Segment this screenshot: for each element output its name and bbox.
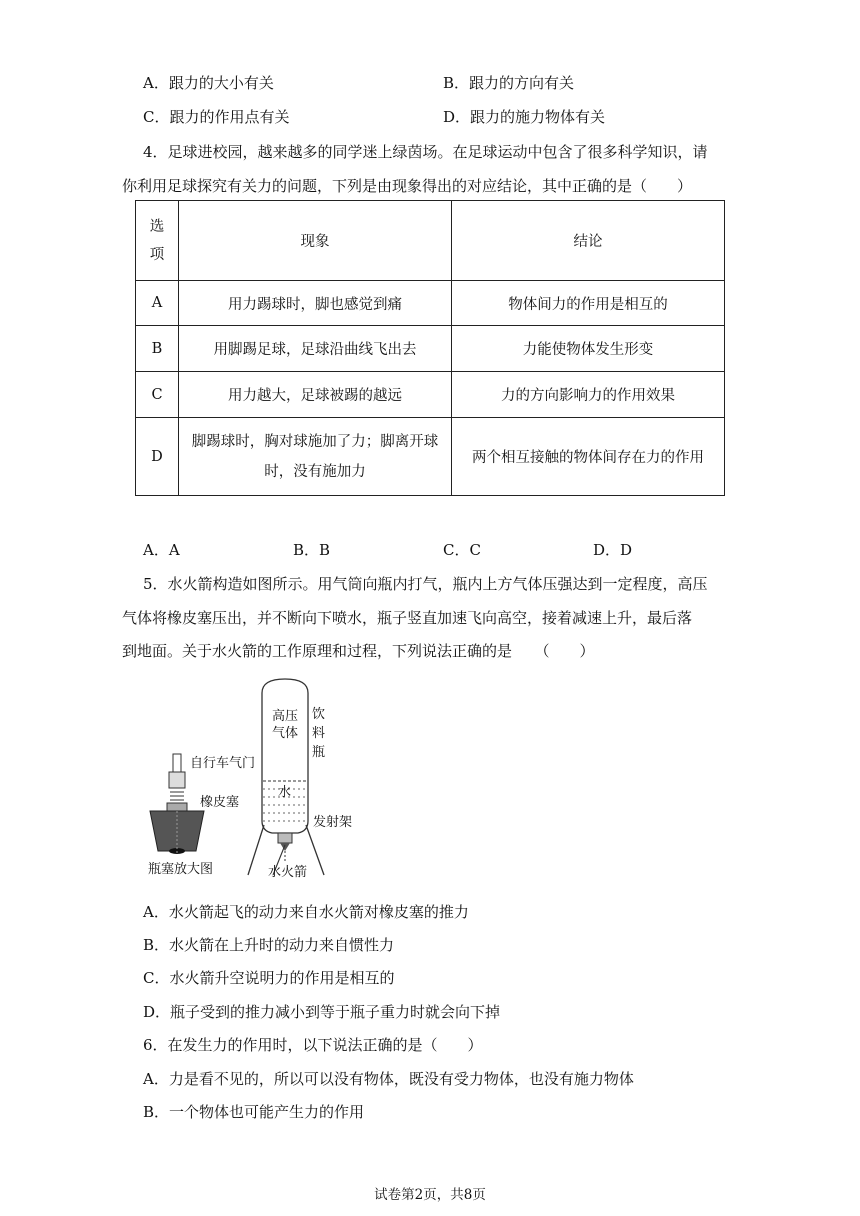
label-bottle-1: 饮 — [312, 707, 326, 722]
q4-stem-line2: 你利用足球探究有关力的问题，下列是由现象得出的对应结论，其中正确的是（ ） — [122, 177, 693, 195]
q6-option-b: B．一个物体也可能产生力的作用 — [143, 1103, 365, 1121]
label-valve: 自行车气门 — [190, 756, 256, 771]
label-rocket: 水火箭 — [268, 865, 308, 880]
q4-table-header — [136, 201, 725, 281]
q3-option-b: B．跟力的方向有关 — [443, 74, 575, 92]
table-row — [136, 372, 725, 418]
q6-option-a: A．力是看不见的，所以可以没有物体，既没有受力物体，也没有施力物体 — [143, 1070, 634, 1088]
label-zoom: 瓶塞放大图 — [148, 862, 214, 877]
q3-option-a: A．跟力的大小有关 — [143, 74, 274, 92]
valve-cap — [173, 754, 181, 772]
q5-option-a: A．水火箭起飞的动力来自水火箭对橡皮塞的推力 — [143, 903, 469, 921]
q4-row-b-conclusion: 力能使物体发生形变 — [452, 326, 725, 372]
q4-row-d-conclusion: 两个相互接触的物体间存在力的作用 — [452, 418, 725, 496]
q4-header-option-char2: 项 — [149, 246, 165, 263]
q4-answer-a: A．A — [143, 541, 180, 559]
q5-option-d: D．瓶子受到的推力减小到等于瓶子重力时就会向下掉 — [143, 1003, 501, 1021]
q4-header-phenomenon: 现象 — [179, 201, 452, 281]
q3-option-c: C．跟力的作用点有关 — [143, 108, 290, 126]
q4-table — [135, 200, 725, 496]
label-bottle-2: 料 — [312, 726, 326, 741]
nozzle — [278, 833, 292, 843]
valve-body — [169, 772, 185, 788]
table-row — [136, 281, 725, 326]
q5-option-b: B．水火箭在上升时的动力来自惯性力 — [143, 936, 395, 954]
label-launcher: 发射架 — [313, 815, 353, 830]
q4-row-b-option: B — [136, 326, 179, 372]
table-row — [136, 326, 725, 372]
valve-thread — [170, 788, 184, 800]
q4-row-c-option: C — [136, 372, 179, 418]
label-bottle-3: 瓶 — [312, 745, 326, 760]
q4-row-d-phenomenon — [179, 418, 452, 496]
q3-option-d: D．跟力的施力物体有关 — [443, 108, 606, 126]
q4-row-b-phenomenon: 用脚踢足球，足球沿曲线飞出去 — [179, 326, 452, 372]
launcher-leg — [248, 825, 264, 875]
q4-answer-c: C．C — [443, 541, 481, 559]
q5-stem-line2: 气体将橡皮塞压出，并不断向下喷水，瓶子竖直加速飞向高空，接着减速上升，最后落 — [122, 609, 693, 627]
label-water: 水 — [278, 785, 292, 800]
q5-stem-line3: 到地面。关于水火箭的工作原理和过程，下列说法正确的是 （ ） — [122, 642, 595, 660]
q5-stem-line1: 5．水火箭构造如图所示。用气筒向瓶内打气，瓶内上方气体压强达到一定程度，高压 — [143, 575, 708, 593]
q4-row-c-conclusion: 力的方向影响力的作用效果 — [452, 372, 725, 418]
table-row — [136, 418, 725, 496]
q4-row-d-option: D — [136, 418, 179, 496]
q4-answer-d: D．D — [593, 541, 633, 559]
q4-header-option-char1: 选 — [149, 218, 165, 235]
q4-row-c-phenomenon: 用力越大，足球被踢的越远 — [179, 372, 452, 418]
q4-header-option — [136, 201, 179, 281]
q4-row-a-conclusion: 物体间力的作用是相互的 — [452, 281, 725, 326]
nozzle-tip — [280, 843, 290, 851]
q4-stem-line1: 4．足球进校园，越来越多的同学迷上绿茵场。在足球运动中包含了很多科学知识，请 — [143, 143, 708, 161]
q4-row-a-phenomenon: 用力踢球时，脚也感觉到痛 — [179, 281, 452, 326]
valve-base — [167, 803, 187, 811]
water-rocket-figure — [140, 675, 380, 880]
bottle-shape — [262, 679, 308, 833]
q6-stem: 6．在发生力的作用时，以下说法正确的是（ ） — [143, 1036, 483, 1054]
q4-row-d-phenomenon-line2: 时，没有施加力 — [264, 463, 366, 480]
label-gas-2: 气体 — [272, 726, 299, 741]
q5-option-c: C．水火箭升空说明力的作用是相互的 — [143, 969, 395, 987]
page-footer: 试卷第2页，共8页 — [374, 1187, 486, 1203]
q4-answer-b: B．B — [293, 541, 331, 559]
q4-row-a-option: A — [136, 281, 179, 326]
label-gas-1: 高压 — [272, 709, 299, 724]
label-stopper: 橡皮塞 — [200, 795, 240, 810]
q4-header-conclusion: 结论 — [452, 201, 725, 281]
q4-row-d-phenomenon-line1: 脚踢球时，胸对球施加了力；脚离开球 — [191, 433, 439, 450]
launcher-leg — [306, 825, 324, 875]
